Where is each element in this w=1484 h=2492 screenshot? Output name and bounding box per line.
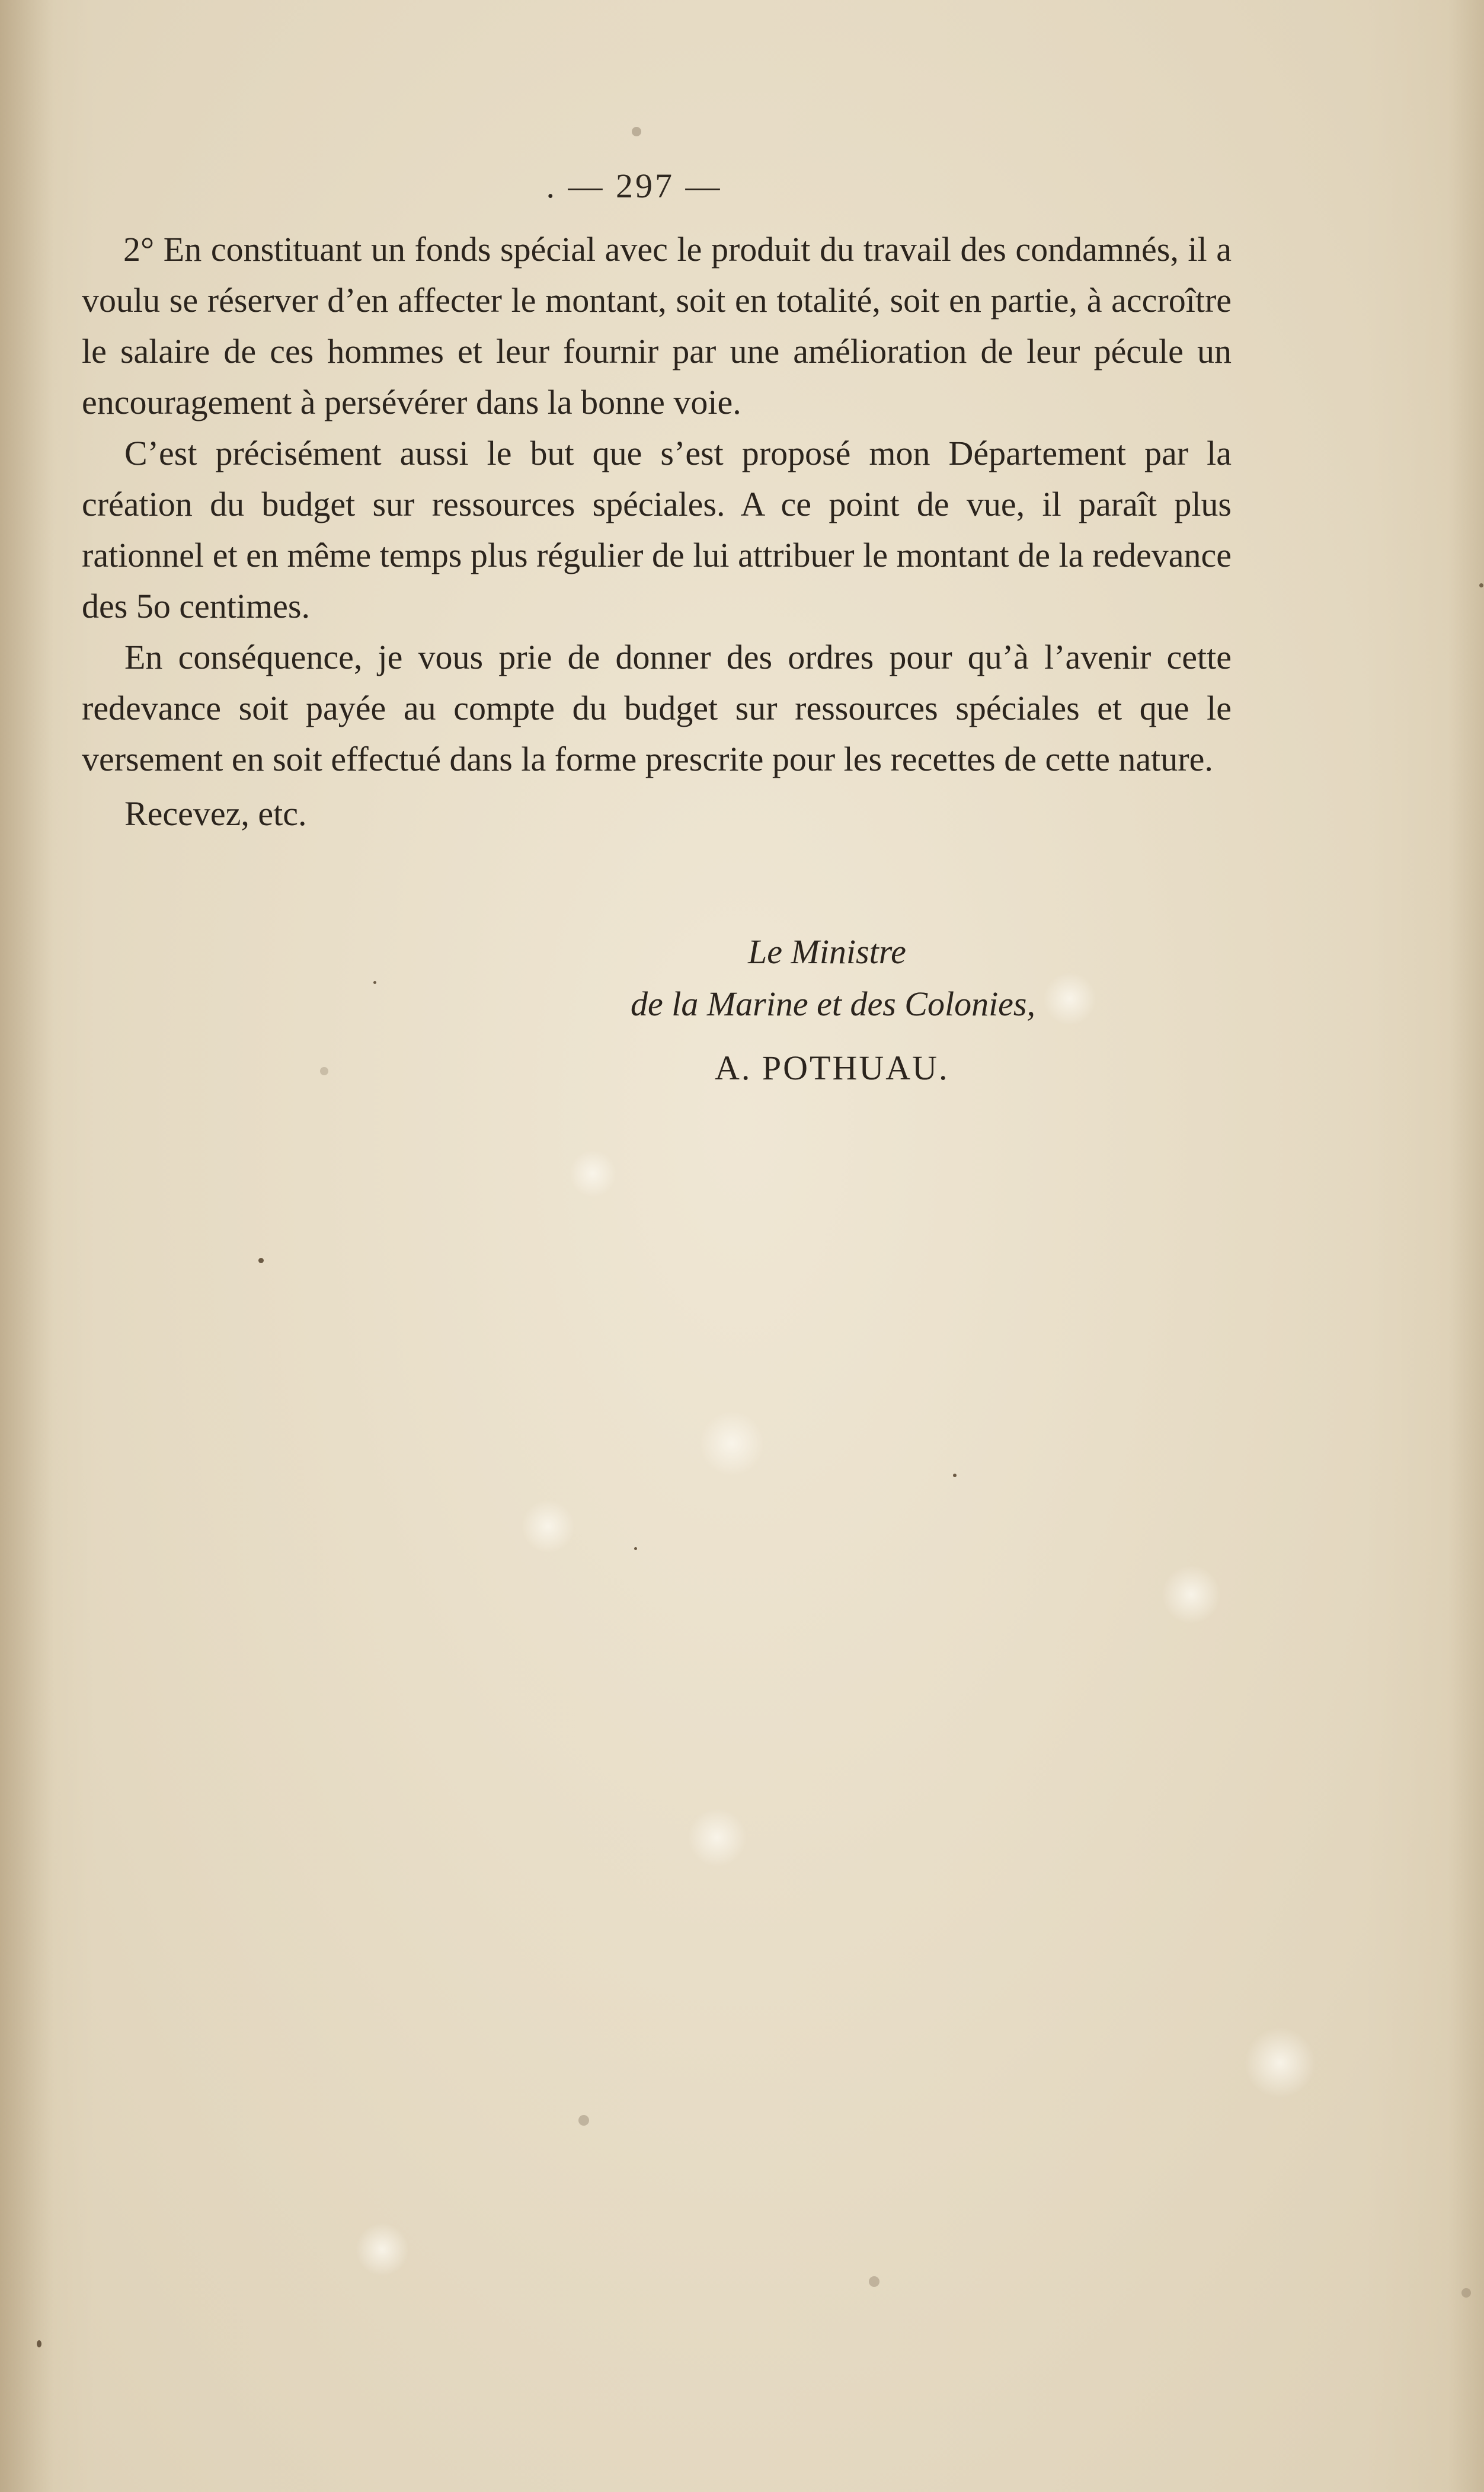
speck <box>632 127 641 136</box>
paragraph: 2° En constituant un fonds spécial avec le produit du travail des condamnés, il a voulu se réserver d’en affecter le montant, soit en totalité, soit en partie, à accroître le salaire de ces hommes et leur fournir par une amélioration de leur pécule un encouragement à persévérer dans la bonne voie. <box>82 230 1232 421</box>
foxing-spot <box>522 1500 575 1553</box>
paragraph: En conséquence, je vous prie de donner des ordres pour qu’à l’avenir cette redevance soit payée au compte du budget sur ressources spéciales et que le versement en soit effectué dans la forme prescrite pour les recettes de cette nature. <box>82 638 1232 778</box>
foxing-spot <box>569 1150 616 1197</box>
speck <box>634 1547 637 1550</box>
speck <box>258 1258 264 1263</box>
speck <box>320 1067 328 1075</box>
speck <box>37 2340 41 2347</box>
body-text <box>82 224 1232 839</box>
foxing-spot <box>699 1411 765 1476</box>
speck <box>373 981 376 984</box>
foxing-spot <box>1043 972 1096 1025</box>
speck <box>1461 2288 1471 2298</box>
signature-office: de la Marine et des Colonies, <box>631 985 1036 1023</box>
paragraph: C’est précisément aussi le but que s’est proposé mon Département par la création du budget sur ressources spéciales. A ce point de vue, il paraît plus rationnel et en même temps plus régulier de lui attribuer le montant de la redevance des 5o centimes. <box>82 434 1232 625</box>
speck <box>869 2276 879 2287</box>
foxing-spot <box>1245 2027 1316 2098</box>
signatory-name: A. POTHUAU. <box>715 1049 949 1087</box>
speck <box>1479 583 1483 587</box>
foxing-spot <box>687 1808 747 1867</box>
foxing-spot <box>356 2223 409 2276</box>
page-number: . — 297 — <box>546 167 722 205</box>
speck <box>953 1474 957 1477</box>
signature-title: Le Ministre <box>748 932 906 971</box>
foxing-spot <box>1162 1565 1221 1624</box>
speck <box>578 2115 589 2126</box>
closing-formula: Recevez, etc. <box>124 794 307 833</box>
